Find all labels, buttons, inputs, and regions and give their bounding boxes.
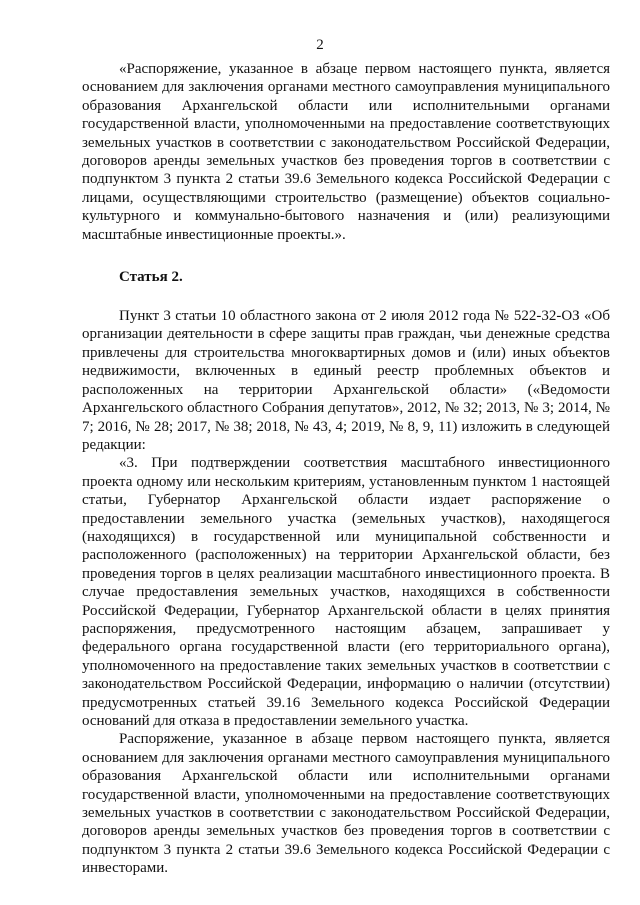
- article-heading: Статья 2.: [119, 269, 183, 286]
- paragraph-point-3: «3. При подтверждении соответствия масштабного инвестиционного проекта одному или нескольким критериям, установленным пунктом 1 настоящей статьи, Губернатор Архангельской области издает распоряжение о предоставлении земельного участка (земельных участков), находящегося (находящихся) в государственной или муниципальной собственности и расположенного (расположенных) на территории Архангельской области, без проведения торгов в целях реализации масштабного инвестиционного проекта. В случае предоставления земельных участков, находящихся в собственности Российской Федерации, Губернатор Архангельской области в целях принятия распоряжения, предусмотренного настоящим абзацем, запрашивает у федерального органа государственной власти (его территориального органа), уполномоченного на предоставление таких земельных участков в соответствии с законодательством Российской Федерации, информацию о наличии (отсутствии) предусмотренных статьей 39.16 Земельного кодекса Российской Федерации оснований для отказа в предоставлении земельного участка.: [82, 455, 610, 729]
- paragraph-article-2-intro: Пункт 3 статьи 10 областного закона от 2 июля 2012 года № 522-32-ОЗ «Об организации деятельности в сфере защиты прав граждан, чьи денежные средства привлечены для строительства многоквартирных домов и (или) иных объектов недвижимости, включенных в единый реестр проблемных объектов и расположенных на территории Архангельской области» («Ведомости Архангельского областного Собрания депутатов», 2012, № 32; 2013, № 3; 2014, № 7; 2016, № 28; 2017, № 38; 2018, № 43, 4; 2019, № 8, 9, 11) изложить в следующей редакции:: [82, 308, 610, 453]
- page-number: 2: [316, 37, 324, 53]
- paragraph-order-basis: Распоряжение, указанное в абзаце первом настоящего пункта, является основанием для заключения органами местного самоуправления муниципального образования Архангельской области или исполнительными органами государственной власти, уполномоченными на предоставление соответствующих земельных участков в соответствии с законодательством Российской Федерации, договоров аренды земельных участков без проведения торгов в соответствии с подпунктом 3 пункта 2 статьи 39.6 Земельного кодекса Российской Федерации с инвесторами.: [82, 731, 610, 877]
- document-body: [82, 60, 610, 878]
- paragraph-amendment-quote: «Распоряжение, указанное в абзаце первом настоящего пункта, является основанием для заключения органами местного самоуправления муниципального образования Архангельской области или исполнительными органами государственной власти, уполномоченными на предоставление соответствующих земельных участков в соответствии с законодательством Российской Федерации, договоров аренды земельных участков без проведения торгов в соответствии с подпунктом 3 пункта 2 статьи 39.6 Земельного кодекса Российской Федерации с лицами, осуществляющими строительство (размещение) объектов социально-культурного и коммунально-бытового назначения и (или) реализующими масштабные инвестиционные проекты.».: [82, 61, 610, 243]
